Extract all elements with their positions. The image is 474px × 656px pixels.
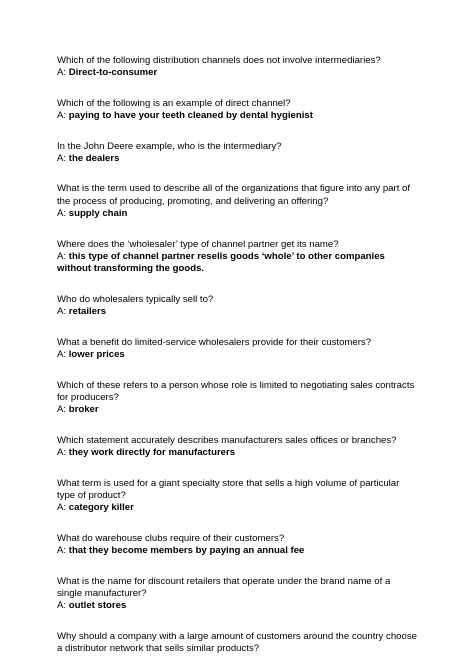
answer-text: paying to have your teeth cleaned by dental hygienist [68,110,313,122]
question-text: Which of these refers to a person whose role is limited to negotiating sales contracts for producers? [57,379,415,403]
answer-line [57,251,417,276]
answer-prefix: A: [57,251,67,263]
answer-prefix: A: [57,502,67,514]
answer-line [57,153,417,165]
answer-prefix: A: [57,600,67,612]
answer-prefix: A: [57,110,67,122]
answer-text: category killer [68,502,134,514]
answer-line [57,349,417,361]
question-text: In the John Deere example, who is the intermediary? [57,140,282,152]
qa-item [57,55,417,80]
answer-text: that they become members by paying an annual fee [68,545,305,557]
answer-line [57,447,417,459]
answer-line [57,600,417,612]
qa-item [57,337,417,362]
question-text: What is the name for discount retailers that operate under the brand name of a single manufacturer? [57,575,391,599]
answer-line [57,110,417,122]
answer-line [57,306,417,318]
answer-line [57,404,417,416]
answer-line [57,545,417,557]
qa-item [57,533,417,558]
qa-item [57,141,417,166]
answer-prefix: A: [57,404,67,416]
answer-prefix: A: [57,153,67,165]
qa-item [57,98,417,123]
question-text: Which of the following is an example of direct channel? [57,97,291,109]
question-text: Which statement accurately describes manufacturers sales offices or branches? [57,434,397,446]
final-question-text: Why should a company with a large amount of customers around the country choose a distributor network that sells similar products? [57,630,417,655]
answer-text: Direct-to-consumer [68,67,158,79]
qa-list [57,55,417,656]
answer-line [57,208,417,220]
question-text: Where does the ‘wholesaler’ type of channel partner get its name? [57,238,339,250]
answer-text: outlet stores [68,600,127,612]
question-text: What do warehouse clubs require of their customers? [57,532,285,544]
answer-text: this type of channel partner resells goods ‘whole’ to other companies without transforming the goods. [57,251,385,275]
answer-prefix: A: [57,67,67,79]
answer-prefix: A: [57,447,67,459]
qa-item [57,239,417,276]
answer-line [57,502,417,514]
answer-text: retailers [68,306,107,318]
qa-item [57,576,417,613]
answer-text: they work directly for manufacturers [68,447,236,459]
answer-prefix: A: [57,208,67,220]
question-text: What is the term used to describe all of the organizations that figure into any part of the process of producing, promoting, and delivering an offering? [57,183,411,207]
answer-text: broker [68,404,99,416]
answer-text: the dealers [68,153,120,165]
answer-prefix: A: [57,545,67,557]
qa-item [57,183,417,220]
question-text: Which of the following distribution channels does not involve intermediaries? [57,55,381,66]
answer-line [57,67,417,79]
qa-item [57,435,417,460]
qa-item [57,380,417,417]
answer-prefix: A: [57,349,67,361]
answer-text: supply chain [68,208,128,220]
answer-prefix: A: [57,306,67,318]
question-text: What a benefit do limited-service wholesalers provide for their customers? [57,336,372,348]
question-text: Who do wholesalers typically sell to? [57,293,214,305]
qa-item [57,294,417,319]
answer-text: lower prices [68,349,125,361]
qa-item [57,478,417,515]
question-text: What term is used for a giant specialty store that sells a high volume of particular type of product? [57,477,400,501]
